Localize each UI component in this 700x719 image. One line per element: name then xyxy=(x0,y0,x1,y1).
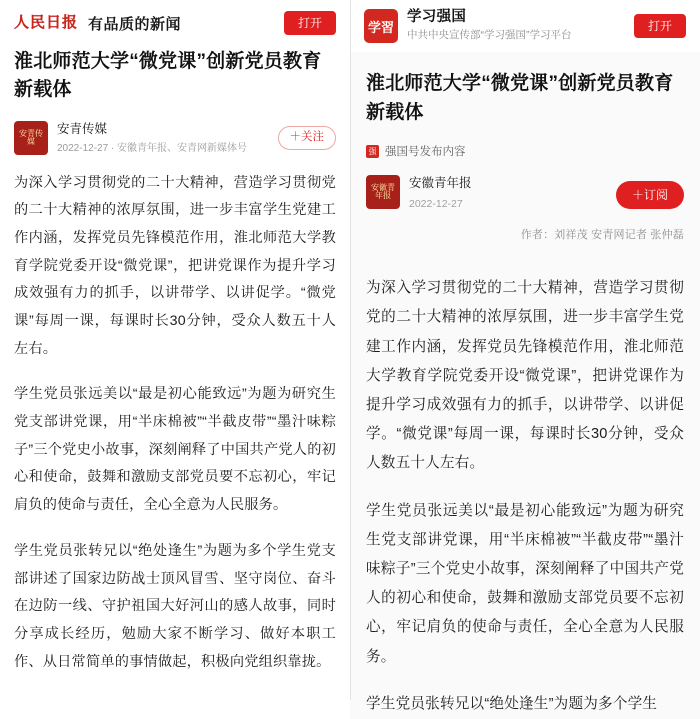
right-paragraph-1: 为深入学习贯彻党的二十大精神，营造学习贯彻党的二十大精神的浓厚氛围，进一步丰富学生党建工作内涵，发挥党员先锋模范作用，淮北师范大学教育学院党委开设“微党课”，把讲党课作为提升学习成效强有力的抓手，以讲带学、以讲促学。“微党课”每周一课，每课时长30分钟，受众人数五十人左右。 xyxy=(366,280,684,472)
left-paragraph-2: 学生党员张远美以“最是初心能致远”为题为研究生党支部讲党课，用“半床棉被”“半截皮带”“墨汁味粽子”三个党史小故事，深刻阐释了中国共产党人的初心和使命，鼓舞和激励支部党员要不忘初心，牢记肩负的使命与责任，全心全意为人民服务。 xyxy=(14,386,336,514)
left-article-body xyxy=(0,166,350,677)
right-article-credit: 作者：刘祥茂 安青网记者 张仲磊 xyxy=(520,229,684,242)
avatar: 安徽青年报 xyxy=(366,175,400,209)
right-app-name: 学习强国 xyxy=(407,8,467,25)
right-author-row[interactable] xyxy=(366,175,684,212)
right-article-header-card xyxy=(350,52,700,258)
right-article-body xyxy=(350,258,700,719)
left-pane-peoples-daily-article xyxy=(0,0,350,700)
right-author-date: 2022-12-27 xyxy=(409,197,463,210)
peoples-daily-logo-text: 人民日报 xyxy=(14,14,79,31)
right-paragraph-2: 学生党员张远美以“最是初心能致远”为题为研究生党支部讲党课，用“半床棉被”“半截皮带”“墨汁味粽子”三个党史小故事，深刻阐释了中国共产党人的初心和使命，鼓舞和激励支部党员要不忘初心，牢记肩负的使命与责任，全心全意为人民服务。 xyxy=(366,502,684,665)
pane-divider xyxy=(350,0,351,700)
left-author-row[interactable] xyxy=(0,105,350,166)
right-open-app-button[interactable]: 打开 xyxy=(634,14,686,38)
right-author-name: 安徽青年报 xyxy=(409,176,472,190)
xuexi-logo-icon: 学習 xyxy=(364,9,398,43)
subscribe-button[interactable]: ＋订阅 xyxy=(616,181,684,209)
avatar: 安青传媒 xyxy=(14,121,48,155)
peoples-daily-logo-icon xyxy=(14,16,78,31)
strong-nation-badge-icon: 强 xyxy=(366,145,379,158)
left-app-header xyxy=(0,0,350,44)
left-slogan: 有品质的新闻 xyxy=(88,15,182,33)
left-paragraph-1: 为深入学习贯彻党的二十大精神，营造学习贯彻党的二十大精神的浓厚氛围，进一步丰富学生党建工作内涵，发挥党员先锋模范作用，淮北师范大学教育学院党委开设“微党课”，把讲党课作为提升学习成效强有力的抓手，以讲带学、以讲促学。“微党课”每周一课，每课时长30分钟，受众人数五十人左右。 xyxy=(14,174,336,357)
status-badge xyxy=(366,143,684,159)
right-app-subtitle: 中共中央宣传部“学习强国”学习平台 xyxy=(407,29,572,42)
right-paragraph-3: 学生党员张转兄以“绝处逢生”为题为多个学生 xyxy=(366,695,658,712)
left-article-title: 淮北师范大学“微党课”创新党员教育新载体 xyxy=(14,51,322,100)
right-pane-xuexi-article xyxy=(350,0,700,712)
right-app-header xyxy=(350,0,700,52)
left-open-app-button[interactable]: 打开 xyxy=(284,11,336,35)
left-paragraph-3: 学生党员张转兄以“绝处逢生”为题为多个学生党支部讲述了国家边防战士顶风冒雪、坚守岗位、奋斗在边防一线、守护祖国大好河山的感人故事，同时分享成长经历，勉励大家不断学习、做好本职工作、从日常简单的事情做起，积极向党组织靠拢。 xyxy=(14,542,336,670)
follow-button[interactable]: ＋关注 xyxy=(278,126,337,150)
left-author-name: 安青传媒 xyxy=(57,122,108,137)
status-badge-label: 强国号发布内容 xyxy=(385,146,466,158)
left-author-subtitle: 2022-12-27 · 安徽青年报、安青网新媒体号 xyxy=(57,142,248,154)
right-article-title: 淮北师范大学“微党课”创新党员教育新载体 xyxy=(366,73,674,123)
left-author-meta xyxy=(57,121,247,156)
right-app-title-group xyxy=(407,8,572,44)
right-author-meta xyxy=(409,175,472,212)
